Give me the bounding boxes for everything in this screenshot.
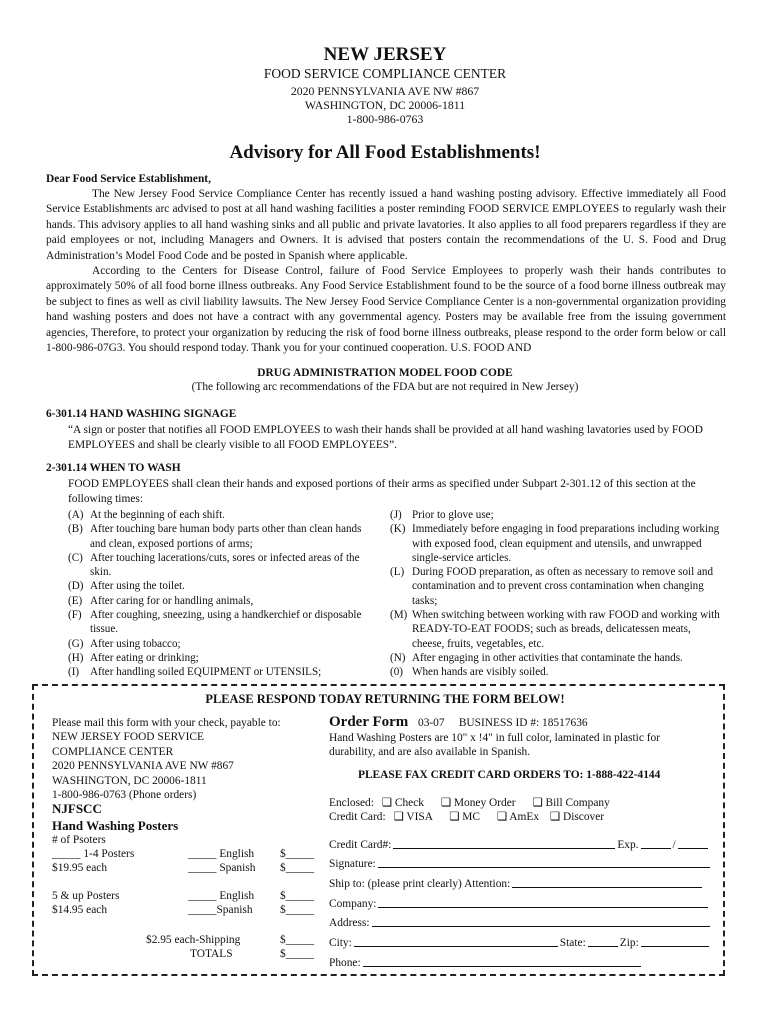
wash-list-right-item xyxy=(390,608,724,651)
city-row xyxy=(329,935,711,949)
state-field[interactable] xyxy=(588,935,618,947)
wash-text: FOOD EMPLOYEES shall clean their hands and exposed portions of their arms as specified under Subpart 2-301.12 of this section at the following times: xyxy=(68,478,696,506)
wash-list-left-item-key: (E) xyxy=(68,594,83,607)
wash-list-right-item-text: After engaging in other activities that contaminate the hands. xyxy=(412,651,683,664)
tier2-qty: 5 & up Posters xyxy=(52,890,120,902)
exp-year-field[interactable] xyxy=(678,837,708,849)
wash-list-right-item-text: Prior to glove use; xyxy=(412,509,494,521)
wash-list-right-item xyxy=(390,522,724,565)
wash-list-left-item xyxy=(68,551,374,580)
wash-list-left-item xyxy=(68,651,374,665)
exp-slash: / xyxy=(672,839,676,851)
totals-label: TOTALS xyxy=(190,948,233,960)
wash-list-left-item xyxy=(68,594,374,608)
phone-label: Phone: xyxy=(329,957,361,969)
wash-list-left-item xyxy=(68,665,374,679)
wash-list-right-item xyxy=(390,508,724,522)
wash-list-left-item-text: After caring for or handling animals, xyxy=(90,594,254,607)
wash-list-right-item-key: (L) xyxy=(390,566,405,579)
credit-card-row xyxy=(329,837,710,851)
wash-list-right-item-text: When switching between working with raw FOOD and working with READY-TO-EAT FOODS; such as breads, delicatessen meats, cheese, fruits, vegetables, etc. xyxy=(412,609,720,650)
wash-list-right-item-key: (N) xyxy=(390,651,406,664)
wash-list-right-item xyxy=(390,651,724,665)
phone-field[interactable] xyxy=(363,955,641,967)
wash-list-left-item-key: (I) xyxy=(68,666,80,679)
card-label: Credit Card: xyxy=(329,811,386,823)
enclosed-check: Check xyxy=(394,797,424,809)
mail-line: COMPLIANCE CENTER xyxy=(52,745,174,758)
wash-list-left-item-text: After touching lacerations/cuts, sores or infected areas of the skin. xyxy=(90,551,360,579)
signage-heading: 6-301.14 HAND WASHING SIGNAGE xyxy=(46,408,237,420)
wash-list-left-item-key: (H) xyxy=(68,651,84,664)
letterhead-state: NEW JERSEY xyxy=(323,44,447,65)
org-block xyxy=(52,800,178,834)
ship-to-label: Ship to: (please print clearly) Attention: xyxy=(329,878,511,890)
mail-instructions xyxy=(52,716,317,802)
wash-list-right-item-key: (M) xyxy=(390,609,408,622)
tier2-english-total[interactable]: $_____ xyxy=(280,890,315,902)
card-amex: AmEx xyxy=(509,811,540,823)
order-form-title: Order Form xyxy=(329,714,409,730)
card-mc: MC xyxy=(462,811,480,823)
fax-notice: PLEASE FAX CREDIT CARD ORDERS TO: 1-888-422-4144 xyxy=(358,769,661,781)
phone-row xyxy=(329,955,643,969)
wash-list-left-item xyxy=(68,579,374,593)
attention-field[interactable] xyxy=(512,876,702,888)
mail-line: 2020 PENNSYLVANIA AVE NW #867 xyxy=(52,760,234,773)
signature-field[interactable] xyxy=(378,856,710,868)
tier2-spanish[interactable]: _____Spanish xyxy=(188,904,253,916)
tier2-english[interactable]: _____ English xyxy=(188,890,255,902)
page-title: Advisory for All Food Establishments! xyxy=(229,142,541,163)
letterhead-address1: 2020 PENNSYLVANIA AVE NW #867 xyxy=(290,84,480,98)
exp-month-field[interactable] xyxy=(641,837,671,849)
wash-list-right-item-text: Immediately before engaging in food preparations including working with exposed food, clean equipment and utensils, and unwrapped single-service articles. xyxy=(412,523,720,564)
wash-list-right-item-text: During FOOD preparation, as often as necessary to remove soil and contamination and to prevent cross contamination when changing tasks; xyxy=(412,566,713,607)
checkbox-icon[interactable]: ❏ xyxy=(449,811,460,823)
address-row xyxy=(329,915,712,929)
tier1-price: $19.95 each xyxy=(52,862,108,874)
letterhead-phone: 1-800-986-0763 xyxy=(346,112,424,126)
wash-list-right xyxy=(390,508,724,680)
order-description: Hand Washing Posters are 10" x !4" in full color, laminated in plastic for durability, and are also available in Spanish. xyxy=(329,732,661,759)
paragraph-2: According to the Centers for Disease Control, failure of Food Service Employees to properly wash their hands contributes to approximately 50% of all food borne illness outbreaks. Any Food Service Establishment found to be the source of a food borne illness outbreak may be subject to fines as well as civil liability lawsuits. The New Jersey Food Service Compliance Center is a non-governmental organization providing hand washing posters and does not have a contract with any governmental agency. Posters may be available free from the issuing government agencies, Therefore, to protect your organization by reducing the risk of food borne illness outbreaks, please respond to the order form below or call 1-800-986-07G3. You should respond today. Thank you for your continued cooperation. U.S. FOOD AND xyxy=(46,265,726,355)
wash-list-right-item-text: When hands are visibly soiled. xyxy=(412,666,549,679)
wash-list-left-item-text: At the beginning of each shift. xyxy=(90,509,225,521)
wash-list-right-item xyxy=(390,565,724,608)
mail-line: 1-800-986-0763 (Phone orders) xyxy=(52,789,197,802)
grand-total[interactable]: $_____ xyxy=(280,948,315,960)
checkbox-icon[interactable]: ❏ xyxy=(496,811,508,823)
letterhead-org: FOOD SERVICE COMPLIANCE CENTER xyxy=(263,66,507,81)
wash-list-left-item xyxy=(68,608,374,637)
shipping-total[interactable]: $_____ xyxy=(280,934,315,946)
city-field[interactable] xyxy=(354,935,558,947)
mail-line: Please mail this form with your check, payable to: xyxy=(52,717,281,729)
wash-list-left-item-text: After touching bare human body parts other than clean hands and clean, exposed portions of arms; xyxy=(90,523,362,550)
wash-list-left-item-text: After using tobacco; xyxy=(90,637,181,650)
drug-subheading: (The following arc recommendations of the FDA but are not required in New Jersey) xyxy=(191,381,579,393)
product-name: Hand Washing Posters xyxy=(52,818,179,833)
wash-list-left-item xyxy=(68,637,374,651)
wash-list-left-item-key: (F) xyxy=(68,609,82,622)
checkbox-icon[interactable]: ❏ xyxy=(440,797,452,809)
checkbox-icon[interactable]: ❏ xyxy=(549,811,561,823)
enclosed-row xyxy=(329,795,610,809)
org-short: NJFSCC xyxy=(52,801,102,816)
wash-list-left-item xyxy=(68,522,374,551)
wash-list-right-item-key: (0) xyxy=(390,666,403,679)
tier1-spanish-total[interactable]: $_____ xyxy=(280,862,315,874)
credit-card-label: Credit Card#: xyxy=(329,839,392,851)
wash-list-left-item-key: (D) xyxy=(68,580,84,593)
salutation: Dear Food Service Establishment, xyxy=(46,173,211,185)
card-row xyxy=(329,809,604,823)
wash-list-left-item-text: After coughing, sneezing, using a handkerchief or disposable tissue. xyxy=(90,609,362,636)
address-field[interactable] xyxy=(372,915,710,927)
wash-list-left-item-key: (C) xyxy=(68,551,83,564)
signage-text: “A sign or poster that notifies all FOOD EMPLOYEES to wash their hands shall be provided at all hand washing lavatories used by FOOD EMPLOYEES and shall be clearly visible to all FOOD EMPLOYEES”. xyxy=(68,424,703,452)
letterhead-address2: WASHINGTON, DC 20006-1811 xyxy=(304,98,466,112)
wash-list-right-item-key: (J) xyxy=(390,509,402,521)
ship-to-row xyxy=(329,876,704,890)
count-label: # of Psoters xyxy=(52,834,106,846)
wash-list-left-item-text: After using the toilet. xyxy=(90,580,185,593)
paragraph-1: The New Jersey Food Service Compliance Center has recently issued a hand washing posting advisory. Effective immediately all Food Service Establishments arc advised to post at all hand washing facilities a poster reminding FOOD SERVICE EMPLOYEES to regularly wash their hands. This advisory applies to all hand washing sinks and all public and private lavatories. It also applies to all food preparers regardless if they are paid employees or not, including Managers and Owners. It is advised that posters contain the recommendations of the U. S. Food and Drug Administration’s Model Food Code and be posted in Spanish where applicable. xyxy=(46,188,726,262)
wash-list-left-item-key: (G) xyxy=(68,637,84,650)
shipping-label: $2.95 each-Shipping xyxy=(146,934,241,946)
zip-label: Zip: xyxy=(619,937,639,949)
enclosed-money-order: Money Order xyxy=(453,797,516,809)
wash-list-right-item-key: (K) xyxy=(390,523,406,536)
company-row xyxy=(329,896,710,910)
tier2-price: $14.95 each xyxy=(52,904,108,916)
wash-list-left-item-key: (B) xyxy=(68,523,83,536)
drug-heading: DRUG ADMINISTRATION MODEL FOOD CODE xyxy=(257,367,513,379)
wash-list-left-item-key: (A) xyxy=(68,509,84,521)
company-label: Company: xyxy=(329,898,377,910)
enclosed-label: Enclosed: xyxy=(329,797,374,809)
card-discover: Discover xyxy=(562,811,605,823)
zip-field[interactable] xyxy=(641,935,709,947)
checkbox-icon[interactable]: ❏ xyxy=(393,811,404,823)
wash-list-left-item-text: After eating or drinking; xyxy=(90,651,199,664)
mail-line: WASHINGTON, DC 20006-1811 xyxy=(52,774,207,787)
signature-label: Signature: xyxy=(329,858,376,870)
wash-list-right-item xyxy=(390,665,724,679)
checkbox-icon[interactable]: ❏ xyxy=(532,797,543,809)
wash-heading: 2-301.14 WHEN TO WASH xyxy=(46,462,181,474)
wash-list-left-item-text: After handling soiled EQUIPMENT or UTENSILS; xyxy=(90,666,322,679)
card-visa: VISA xyxy=(406,811,433,823)
wash-list-left-item xyxy=(68,508,374,522)
tier1-english[interactable]: _____ English xyxy=(188,848,255,860)
wash-list-left xyxy=(68,508,374,680)
order-form-info: 03-07 BUSINESS ID #: 18517636 xyxy=(418,717,588,729)
credit-card-field[interactable] xyxy=(393,837,615,849)
state-label: State: xyxy=(559,937,586,949)
tier1-qty[interactable]: _____ 1-4 Posters xyxy=(52,848,135,860)
tier1-spanish[interactable]: _____ Spanish xyxy=(188,862,256,874)
checkbox-icon[interactable]: ❏ xyxy=(381,797,392,809)
company-field[interactable] xyxy=(378,896,708,908)
tier2-spanish-total[interactable]: $_____ xyxy=(280,904,315,916)
city-label: City: xyxy=(329,937,352,949)
exp-label: Exp. xyxy=(617,839,639,851)
signature-row xyxy=(329,856,712,870)
address-label: Address: xyxy=(329,917,370,929)
mail-line: NEW JERSEY FOOD SERVICE xyxy=(52,731,204,744)
respond-heading: PLEASE RESPOND TODAY RETURNING THE FORM BELOW! xyxy=(205,692,565,706)
tier1-english-total[interactable]: $_____ xyxy=(280,848,315,860)
enclosed-bill-company: Bill Company xyxy=(545,797,610,809)
